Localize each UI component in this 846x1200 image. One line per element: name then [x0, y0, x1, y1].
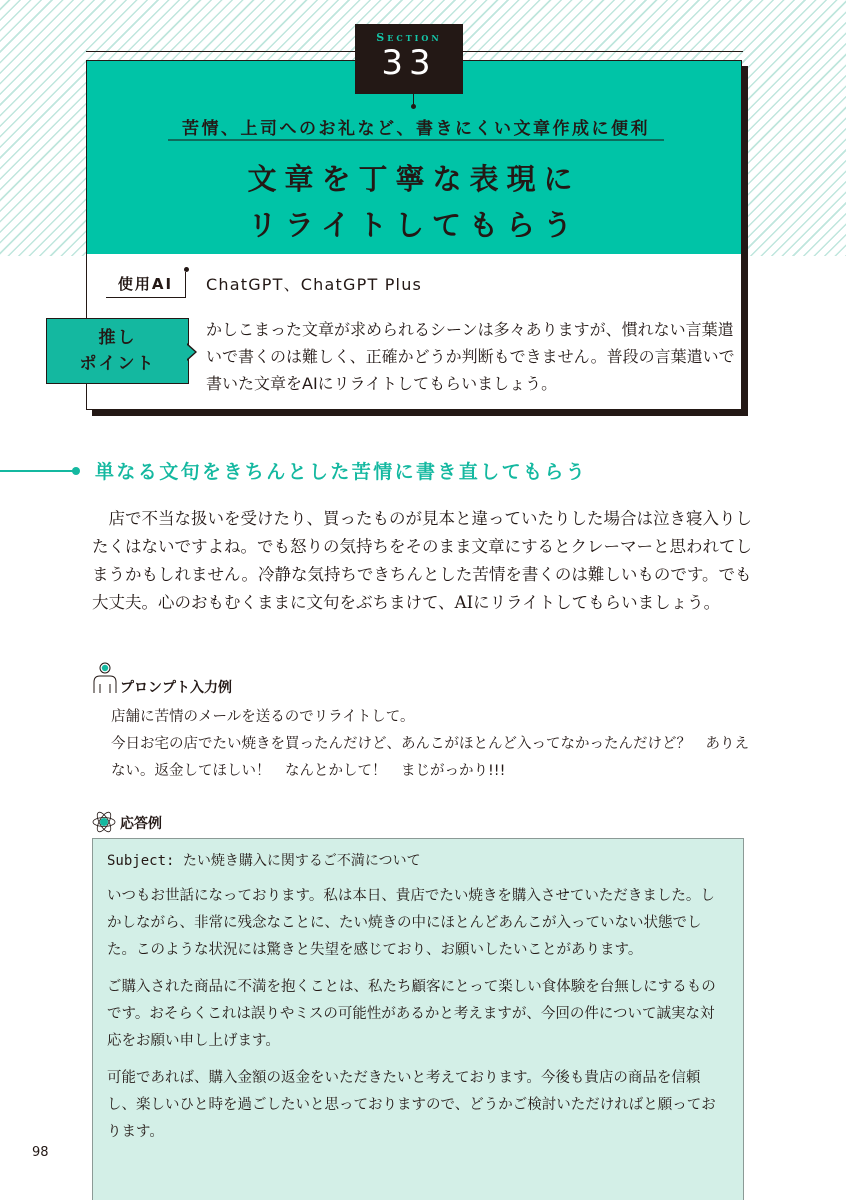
prompt-heading: プロンプト入力例: [120, 680, 232, 696]
heading-rule: [0, 470, 74, 472]
section-number: 33: [381, 43, 437, 83]
header-rule-left: [86, 51, 356, 52]
recommend-point-text: かしこまった文章が求められるシーンは多々ありますが、慣れない言葉遣いで書くのは難しく、正確かどうか判断もできません。普段の言葉遣いで書いた文章をAIにリライトしてもらいましょう。: [206, 320, 735, 393]
page-title: [86, 156, 742, 248]
ai-used-value: ChatGPT、ChatGPT Plus: [206, 275, 423, 294]
response-subject: Subject: たい焼き購入に関するご不満について: [107, 853, 421, 869]
title-line-1: 文章を丁寧な表現に: [247, 162, 581, 196]
response-heading: 応答例: [120, 816, 162, 832]
prompt-line: 今日お宅の店でたい焼きを買ったんだけど、あんこがほとんど入ってなかったんだけど？ ありえない。返金してほしい！ なんとかして！ まじがっかり!!!: [111, 736, 749, 779]
point-label-line-2: ポイント: [79, 354, 156, 374]
section-subtitle: 苦情、上司へのお礼など、書きにくい文章作成に便利: [182, 119, 650, 139]
section-badge: [355, 24, 463, 94]
point-arrow-fill: [187, 345, 195, 359]
response-paragraph: 可能であれば、購入金額の返金をいただきたいと考えております。今後も貴店の商品を信頼し、楽しいひと時を過ごしたいと思っておりますので、どうかご検討いただければと願っております。: [107, 1070, 716, 1140]
section-label: Section: [376, 31, 442, 44]
recommend-point-badge: [46, 318, 189, 384]
point-label-line-1: 推し: [98, 328, 137, 348]
prompt-example: [111, 704, 751, 785]
response-paragraph: ご購入された商品に不満を抱くことは、私たち顧客にとって楽しい食体験を台無しにするものです。おそらくこれは誤りやミスの可能性があるかと考えますが、今回の件について誠実な対応をお願い申し上げます。: [107, 979, 716, 1049]
ai-label-dot: [184, 267, 189, 272]
title-line-2: リライトしてもらう: [247, 208, 581, 242]
prompt-line: 店舗に苦情のメールを送るのでリライトして。: [111, 709, 415, 725]
heading-dot-icon: [72, 467, 80, 475]
atom-icon: [92, 810, 116, 834]
response-example-box: [92, 838, 744, 1200]
ai-used-label: 使用AI: [106, 272, 186, 298]
person-icon: [92, 662, 118, 694]
subtitle-underline: [168, 139, 664, 141]
response-paragraph: いつもお世話になっております。私は本日、貴店でたい焼きを購入させていただきました。しかしながら、非常に残念なことに、たい焼きの中にほとんどあんこが入っていない状態でした。このような状況には驚きと失望を感じており、お願いしたいことがあります。: [107, 888, 715, 958]
section-heading: 単なる文句をきちんとした苦情に書き直してもらう: [95, 461, 588, 483]
badge-dot: [411, 104, 416, 109]
header-rule-right: [463, 51, 743, 52]
page-number: 98: [32, 1145, 49, 1160]
body-paragraph: 店で不当な扱いを受けたり、買ったものが見本と違っていたりした場合は泣き寝入りしたくはないですよね。でも怒りの気持ちをそのまま文章にするとクレーマーと思われてしまうかもしれません。冷静な気持ちできちんとした苦情を書くのは難しいものです。でも大丈夫。心のおもむくままに文句をぶちまけて、AIにリライトしてもらいましょう。: [92, 509, 752, 612]
